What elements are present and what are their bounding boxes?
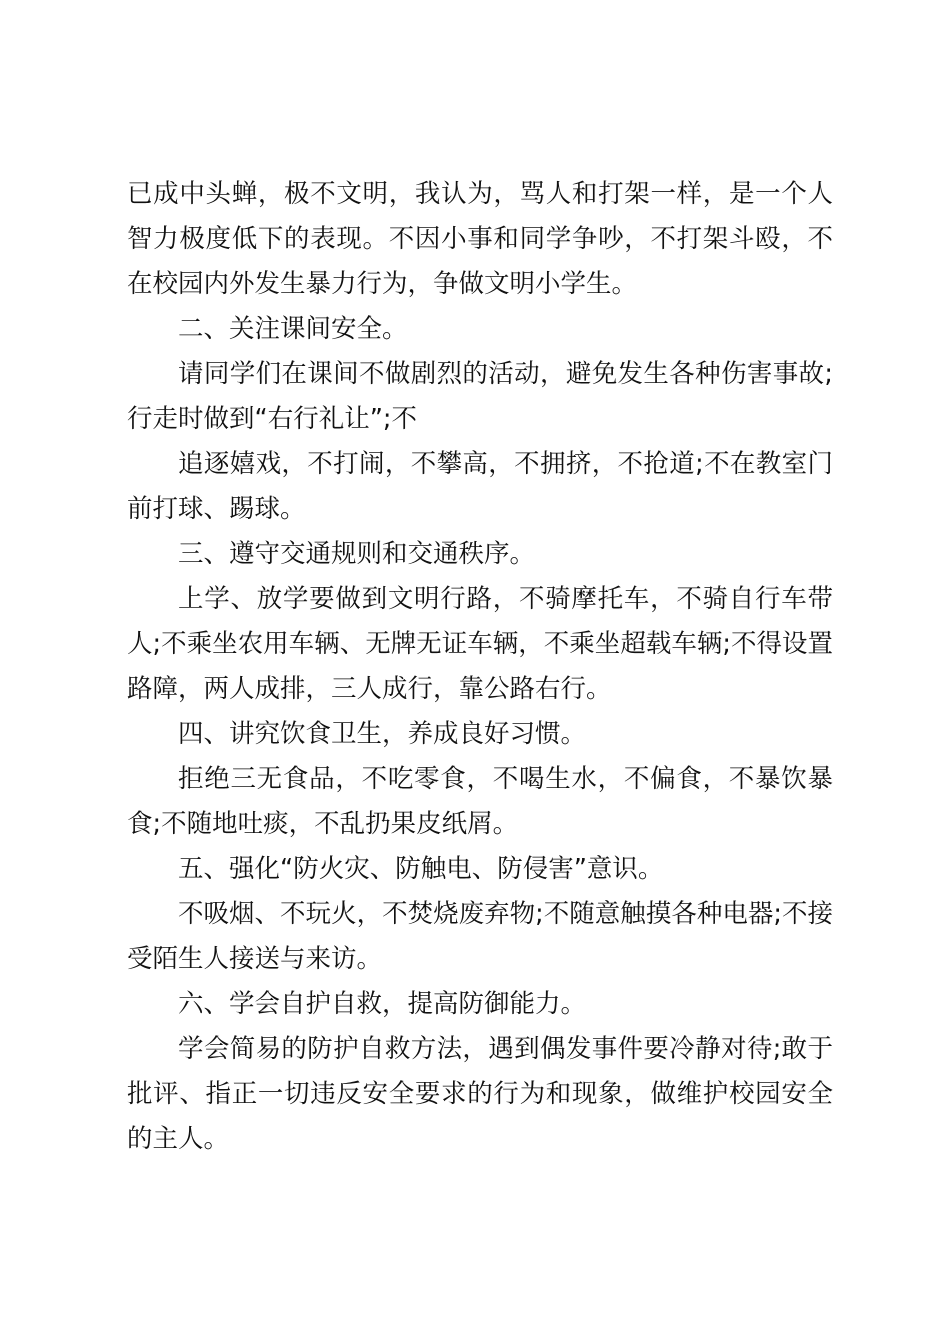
paragraph-section-2-a: 请同学们在课间不做剧烈的活动，避免发生各种伤害事故;行走时做到“右行礼让”;不 bbox=[127, 359, 833, 434]
paragraph-section-6: 学会简易的防护自救方法，遇到偶发事件要冷静对待;敢于批评、指正一切违反安全要求的行为和现象，做维护校园安全的主人。 bbox=[127, 1034, 833, 1154]
heading-section-3: 三、遵守交通规则和交通秩序。 bbox=[178, 539, 536, 569]
heading-section-4: 四、讲究饮食卫生，养成良好习惯。 bbox=[178, 719, 587, 749]
paragraph-section-4: 拒绝三无食品，不吃零食，不喝生水，不偏食，不暴饮暴食;不随地吐痰，不乱扔果皮纸屑。 bbox=[127, 764, 833, 839]
heading-section-2: 二、关注课间安全。 bbox=[178, 314, 408, 344]
paragraph-section-5: 不吸烟、不玩火，不焚烧废弃物;不随意触摸各种电器;不接受陌生人接送与来访。 bbox=[127, 899, 833, 974]
paragraph-section-3: 上学、放学要做到文明行路，不骑摩托车，不骑自行车带人;不乘坐农用车辆、无牌无证车辆，不乘坐超载车辆;不得设置路障，两人成排，三人成行，靠公路右行。 bbox=[127, 584, 833, 704]
heading-section-6: 六、学会自护自救，提高防御能力。 bbox=[178, 989, 587, 1019]
heading-section-5: 五、强化“防火灾、防触电、防侵害”意识。 bbox=[178, 854, 664, 884]
document-body bbox=[127, 172, 833, 1162]
paragraph-section-2-b: 追逐嬉戏，不打闹，不攀高，不拥挤，不抢道;不在教室门前打球、踢球。 bbox=[127, 449, 833, 524]
paragraph-intro: 已成中头蝉，极不文明，我认为，骂人和打架一样，是一个人智力极度低下的表现。不因小事和同学争吵，不打架斗殴，不在校园内外发生暴力行为，争做文明小学生。 bbox=[127, 179, 833, 299]
